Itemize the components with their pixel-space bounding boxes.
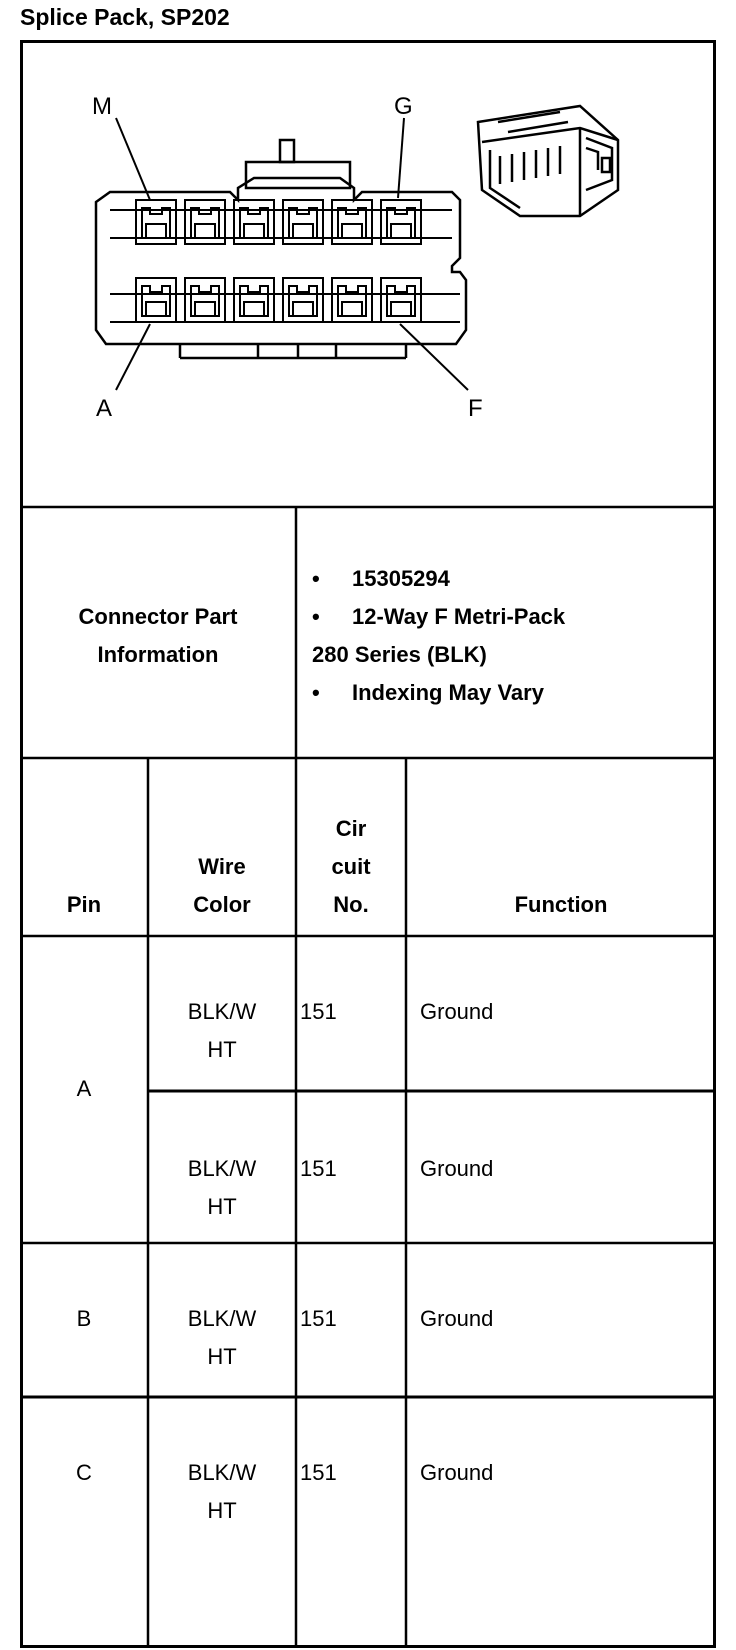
- table-row-function: Ground: [420, 1460, 494, 1485]
- cavity-bottom-6: [381, 278, 421, 322]
- wire-color-line1: BLK/W: [187, 1306, 257, 1331]
- header-circuit-line1: Cir: [335, 816, 367, 841]
- connector-info-label: [20, 598, 296, 674]
- description-line1: 12-Way F Metri-Pack: [352, 604, 566, 629]
- table-row-circuit: 151: [300, 1460, 337, 1485]
- connector-info-list: [312, 560, 565, 712]
- header-circuit-no: [296, 810, 406, 924]
- bullet-icon: •: [312, 566, 320, 591]
- bullet-icon: •: [312, 680, 320, 705]
- table-row-function: Ground: [420, 999, 494, 1024]
- wire-color-line1: BLK/W: [187, 1156, 257, 1181]
- connector-info-label-line1: Connector Part: [78, 604, 238, 629]
- pin-label-g: G: [394, 93, 413, 120]
- table-row-circuit: 151: [300, 999, 337, 1024]
- wire-color-line1: BLK/W: [187, 1460, 257, 1485]
- description-row-2: [312, 636, 565, 674]
- header-pin: Pin: [66, 892, 102, 917]
- header-circuit-line2: cuit: [331, 854, 371, 879]
- wire-color-line2: HT: [207, 1344, 237, 1369]
- cavity-bottom-1: [136, 278, 176, 322]
- table-row-function: Ground: [420, 1306, 494, 1331]
- pin-label-a: A: [96, 395, 113, 422]
- note-row: [312, 674, 565, 712]
- cavity-bottom-3: [234, 278, 274, 322]
- description-line2: 280 Series (BLK): [312, 642, 487, 667]
- page-title: Splice Pack, SP202: [20, 4, 230, 30]
- table-row-function: Ground: [420, 1156, 494, 1181]
- header-circuit-line3: No.: [333, 892, 369, 917]
- table-row-circuit: 151: [300, 1306, 337, 1331]
- wire-color-line2: HT: [207, 1194, 237, 1219]
- header-function: Function: [514, 892, 608, 917]
- pin-label-m: M: [92, 93, 112, 120]
- table-row-wire-color: [148, 1150, 296, 1226]
- indexing-note: Indexing May Vary: [352, 680, 544, 705]
- wire-color-line2: HT: [207, 1498, 237, 1523]
- bullet-icon: •: [312, 604, 320, 629]
- connector-face-diagram: [20, 40, 716, 507]
- header-wire-color-line2: Color: [193, 892, 251, 917]
- header-wire-color: [148, 848, 296, 924]
- part-number-row: [312, 560, 565, 598]
- cavity-bottom-4: [283, 278, 323, 322]
- connector-info-label-line2: Information: [97, 642, 219, 667]
- table-row-wire-color: [148, 1454, 296, 1530]
- description-row: [312, 598, 565, 636]
- cavity-bottom-5: [332, 278, 372, 322]
- pin-a: A: [76, 1076, 92, 1101]
- table-row-wire-color: [148, 993, 296, 1069]
- cavity-bottom-2: [185, 278, 225, 322]
- wire-color-line1: BLK/W: [187, 999, 257, 1024]
- pin-c: C: [76, 1460, 92, 1485]
- pin-b: B: [76, 1306, 92, 1331]
- table-row-wire-color: [148, 1300, 296, 1376]
- connector-3d-illustration: [478, 106, 618, 216]
- part-number: 15305294: [352, 566, 450, 591]
- table-row-circuit: 151: [300, 1156, 337, 1181]
- header-wire-color-line1: Wire: [198, 854, 246, 879]
- wire-color-line2: HT: [207, 1037, 237, 1062]
- pin-label-f: F: [468, 395, 483, 422]
